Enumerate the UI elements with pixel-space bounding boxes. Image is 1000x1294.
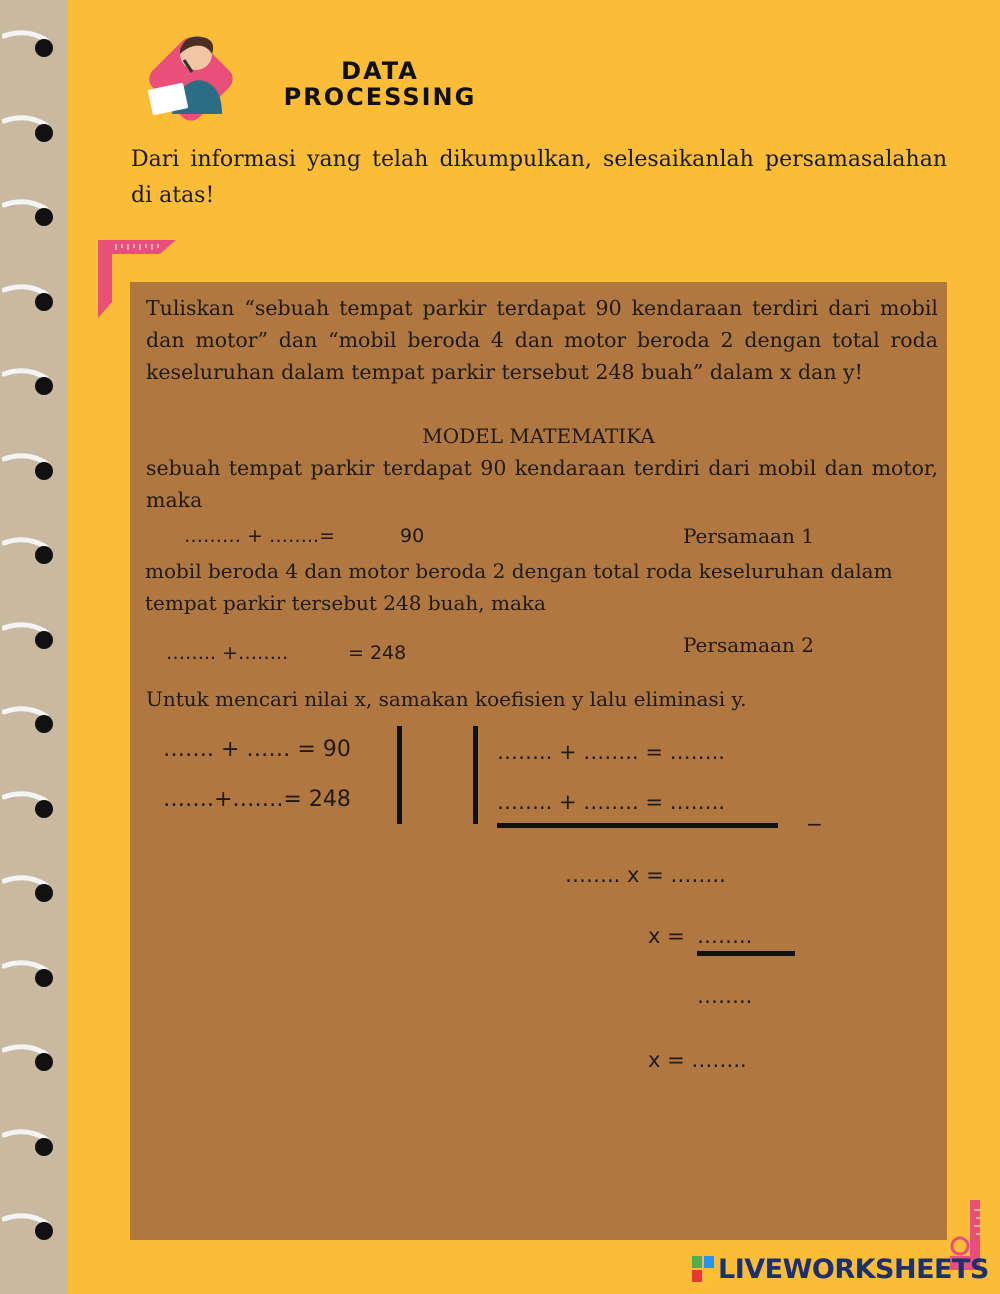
fraction-bar bbox=[697, 951, 795, 956]
statement-1: sebuah tempat parkir terdapat 90 kendaraan terdiri dari mobil dan motor, maka bbox=[146, 456, 938, 512]
spiral-ring-icon bbox=[2, 535, 64, 575]
spiral-ring-icon bbox=[2, 873, 64, 913]
spiral-ring-icon bbox=[2, 366, 64, 406]
system-right-row-1[interactable]: …….. + …….. = …….. bbox=[497, 740, 725, 764]
system-left-row-1[interactable]: ……. + …… = 90 bbox=[163, 737, 351, 762]
model-heading: MODEL MATEMATIKA bbox=[422, 424, 655, 448]
worksheet-panel bbox=[130, 282, 947, 1240]
equation-1-blanks[interactable]: ……… + ……..= bbox=[184, 525, 335, 547]
minus-sign: − bbox=[806, 812, 823, 836]
spiral-ring-icon bbox=[2, 451, 64, 491]
step-3[interactable]: x = …….. bbox=[648, 1048, 747, 1072]
section-title-line1: DATA bbox=[341, 57, 419, 85]
liveworksheets-logo-icon bbox=[692, 1256, 714, 1282]
step-2-numerator[interactable]: …….. bbox=[697, 924, 753, 948]
equation-1-label: Persamaan 1 bbox=[683, 524, 814, 548]
section-title-line2: PROCESSING bbox=[283, 83, 477, 111]
spiral-ring-icon bbox=[2, 1211, 64, 1251]
spiral-ring-icon bbox=[2, 1042, 64, 1082]
step-1[interactable]: …….. x = …….. bbox=[565, 863, 726, 887]
system-right-row-2[interactable]: …….. + …….. = …….. bbox=[497, 790, 725, 814]
instruction-text: Untuk mencari nilai x, samakan koefisien y lalu eliminasi y. bbox=[146, 687, 747, 711]
spiral-ring-icon bbox=[2, 113, 64, 153]
equation-2-blanks[interactable]: …….. +…….. bbox=[166, 642, 289, 664]
spiral-ring-icon bbox=[2, 620, 64, 660]
section-title bbox=[262, 58, 498, 110]
system-left-bar bbox=[397, 726, 402, 824]
spiral-ring-icon bbox=[2, 197, 64, 237]
equation-2-label: Persamaan 2 bbox=[683, 633, 814, 657]
equation-1-value: 90 bbox=[400, 525, 425, 547]
system-right-bar bbox=[473, 726, 478, 824]
question-text: Tuliskan “sebuah tempat parkir terdapat 90 kendaraan terdiri dari mobil dan motor” dan “mobil beroda 4 dan motor beroda 2 dengan total roda keseluruhan dalam tempat parkir tersebut 248 buah” dalam x dan y! bbox=[146, 296, 938, 384]
statement-2: mobil beroda 4 dan motor beroda 2 dengan total roda keseluruhan dalam tempat parkir tersebut 248 buah, maka bbox=[145, 559, 893, 615]
spiral-ring-icon bbox=[2, 704, 64, 744]
step-2-prefix: x = bbox=[648, 924, 685, 948]
brand-footer[interactable] bbox=[692, 1252, 992, 1286]
equation-2-value: = 248 bbox=[348, 642, 407, 664]
step-2-denominator[interactable]: …….. bbox=[697, 984, 753, 1008]
spiral-ring-icon bbox=[2, 958, 64, 998]
spiral-ring-icon bbox=[2, 1127, 64, 1167]
spiral-ring-icon bbox=[2, 282, 64, 322]
spiral-ring-icon bbox=[2, 28, 64, 68]
thinking-person-icon bbox=[136, 24, 246, 134]
system-left-row-2[interactable]: …….+…….= 248 bbox=[163, 787, 351, 812]
brand-name: LIVEWORKSHEETS bbox=[718, 1253, 989, 1285]
intro-text: Dari informasi yang telah dikumpulkan, selesaikanlah persamasalahan di atas! bbox=[131, 147, 947, 208]
subtraction-line bbox=[497, 823, 778, 828]
spiral-ring-icon bbox=[2, 789, 64, 829]
